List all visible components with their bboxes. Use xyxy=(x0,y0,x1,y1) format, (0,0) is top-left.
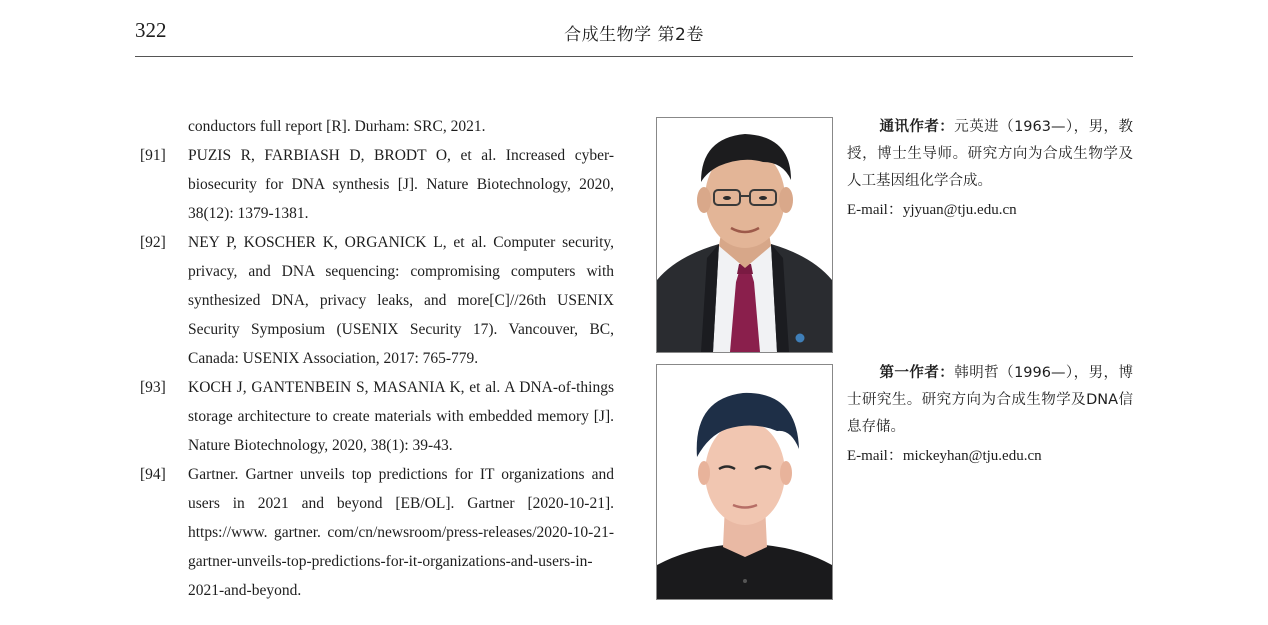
reference-number: [92] xyxy=(140,234,166,251)
reference-text: Gartner. Gartner unveils top predictions for IT organizations and users in 2021 and beyond [EB/OL]. Gartner [2020-10-21]. https://www. gartner. com/cn/newsroom/press-releases/2020-10-21-gartner-unveils-top-predictions-for-it-organizations-and-users-in-2021-and-beyond. xyxy=(188,466,614,599)
corresponding-author-bio xyxy=(847,114,1133,224)
first-author-description: 韩明哲（1996—），男，博士研究生。研究方向为合成生物学及DNA信息存储。 xyxy=(847,365,1134,435)
corresponding-author-email-line xyxy=(847,197,1133,224)
reference-item xyxy=(140,460,614,605)
reference-item xyxy=(140,373,614,460)
header-rule xyxy=(135,56,1133,57)
corresponding-author-photo xyxy=(656,117,833,353)
first-author-email[interactable]: mickeyhan@tju.edu.cn xyxy=(902,448,1042,464)
reference-continuation xyxy=(140,112,614,141)
reference-number: [94] xyxy=(140,466,166,483)
reference-item xyxy=(140,228,614,373)
reference-number: [91] xyxy=(140,147,166,164)
running-head: 合成生物学 第2卷 xyxy=(564,25,704,45)
reference-number: [93] xyxy=(140,379,166,396)
first-author-email-line xyxy=(847,443,1133,470)
email-label: E-mail： xyxy=(847,202,903,218)
first-author-photo xyxy=(656,364,833,600)
reference-list xyxy=(140,112,614,605)
reference-text: KOCH J, GANTENBEIN S, MASANIA K, et al. A DNA-of-things storage architecture to create materials with embedded memory [J]. Nature Biotechnology, 2020, 38(1): 39-43. xyxy=(188,379,614,454)
reference-text: conductors full report [R]. Durham: SRC, 2021. xyxy=(188,118,486,135)
corresponding-author-email[interactable]: yjyuan@tju.edu.cn xyxy=(902,202,1017,218)
first-author-bio xyxy=(847,360,1133,470)
corresponding-author-role: 通讯作者： xyxy=(879,119,955,135)
page-number: 322 xyxy=(135,18,167,42)
email-label: E-mail： xyxy=(847,448,903,464)
first-author-role: 第一作者： xyxy=(879,365,955,381)
corresponding-author-description: 元英进（1963—），男，教授，博士生导师。研究方向为合成生物学及人工基因组化学合成。 xyxy=(847,119,1134,189)
reference-text: NEY P, KOSCHER K, ORGANICK L, et al. Computer security, privacy, and DNA sequencing: compromising computers with synthesized DNA, privacy leaks, and more[C]//26th USENIX Security Symposium (USENIX Security 17). Vancouver, BC, Canada: USENIX Association, 2017: 765-779. xyxy=(188,234,614,367)
reference-text: PUZIS R, FARBIASH D, BRODT O, et al. Increased cyber-biosecurity for DNA synthesis [J]. Nature Biotechnology, 2020, 38(12): 1379-1381. xyxy=(188,147,614,222)
reference-item xyxy=(140,141,614,228)
